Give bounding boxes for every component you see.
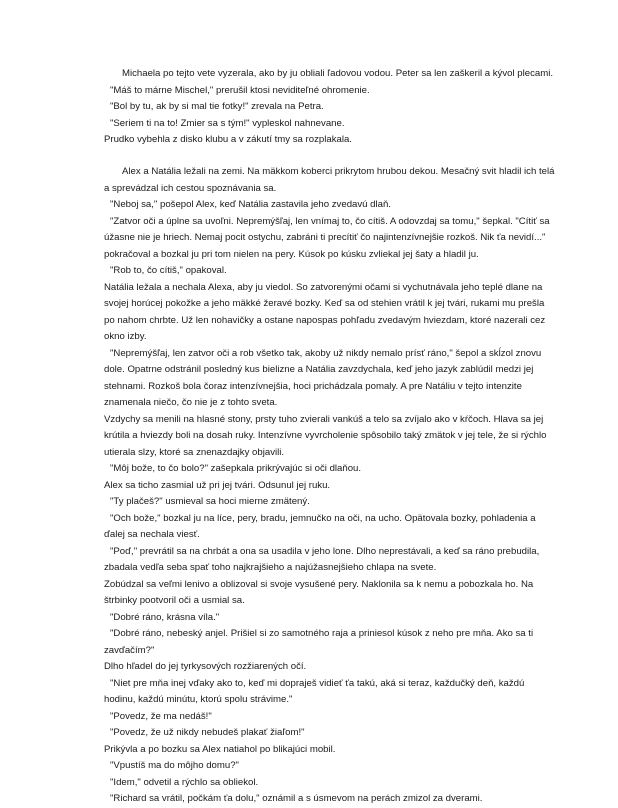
paragraph: "Zatvor oči a úplne sa uvoľni. Nepremýšľaj, len vnímaj to, čo cítiš. A odovzdaj sa tomu," šepkal. "Cítiť sa úžasne nie je hriech. Nemaj pocit ostychu, zabráni ti precítiť čo najintenzívnejšie rozkoš. Nik ťa nevidí..." pokračoval a bozkal ju pri tom nielen na pery. Kúsok po kúsku zvliekal jej šaty a hladil ju. [104, 215, 550, 260]
paragraph: Prikývla a po bozku sa Alex natiahol po blikajúci mobil. [104, 743, 336, 755]
paragraph: Vzdychy sa menili na hlasné stony, prsty tuho zvierali vankúš a telo sa zvíjalo ako v kŕčoch. Hlava sa jej krútila a hviezdy boli na dosah ruky. Intenzívne vyvrcholenie spôsobilo taký zmätok v jej tele, že si rýchlo utierala slzy, ktoré sa znenazdajky objavili. [104, 413, 547, 458]
paragraph: "Povedz, že už nikdy nebudeš plakať žiaľom!" [110, 727, 305, 738]
paragraph: Zobúdzal sa veľmi lenivo a oblizoval si svoje vysušené pery. Naklonila sa k nemu a pobozkala ho. Na štrbinky pootvoril oči a usmial sa. [104, 578, 534, 606]
paragraph: "Richard sa vrátil, počkám ťa dolu," oznámil a s úsmevom na perách zmizol za dverami. [110, 793, 483, 804]
paragraph: Alex a Natália ležali na zemi. Na mäkkom koberci prikrytom hrubou dekou. Mesačný svit hladil ich telá a sprevádzal ich cestou spoznávania sa. [104, 166, 555, 194]
text-section-1 [104, 66, 556, 149]
paragraph: Michaela po tejto vete vyzerala, ako by ju obliali ľadovou vodou. Peter sa len zaškeril a kývol plecami. [122, 68, 554, 79]
paragraph: Dlho hľadel do jej tyrkysových rozžiarených očí. [104, 661, 307, 672]
paragraph: "Och bože," bozkal ju na líce, pery, bradu, jemnučko na oči, na ucho. Opätovala bozky, pohladenia a ďalej sa nechala viesť. [104, 512, 536, 540]
paragraph: "Môj bože, to čo bolo?" zašepkala prikrývajúc si oči dlaňou. [110, 463, 362, 474]
paragraph: Prudko vybehla z disko klubu a v zákutí tmy sa rozplakala. [104, 134, 352, 145]
paragraph: "Niet pre mňa inej vďaky ako to, keď mi dopraješ vidieť ťa takú, aká si teraz, každučký deň, každú hodinu, každú minútu, ktorú spolu strávime." [104, 677, 525, 705]
paragraph: Natália ležala a nechala Alexa, aby ju viedol. So zatvorenými očami si vychutnávala jeho teplé dlane na svojej horúcej pokožke a jeho mäkké žeravé bozky. Keď sa od stehien vrátil k jej tvári, rukami mu prešla po nahom chrbte. Už len nohavičky a ostane napospas pohľadu zvedavým hviezdam, ktoré nazerali cez okno izby. [104, 281, 546, 342]
text-section-2 [104, 164, 556, 808]
paragraph: "Ty plačeš?" usmieval sa hoci mierne zmätený. [110, 496, 310, 507]
paragraph: "Vpustíš ma do môjho domu?" [110, 760, 239, 771]
paragraph: "Máš to márne Mischel," prerušil ktosi neviditeľné ohromenie. [110, 84, 370, 96]
paragraph: Alex sa ticho zasmial už pri jej tvári. Odsunul jej ruku. [104, 479, 331, 491]
paragraph: "Seriem ti na to! Zmier sa s tým!" vypleskol nahnevane. [110, 117, 345, 129]
paragraph: "Nepremýšľaj, len zatvor oči a rob všetko tak, akoby už nikdy nemalo prísť ráno," šepol a skĺzol znovu dole. Opatrne odstránil posledný kus bielizne a Natália zavzdychala, keď jeho jazyk zablúdil medzi jej stehnami. Rozkoš bola čoraz intenzívnejšia, hoci prichádzala pomaly. A pre Natáliu v tejto intenzite znamenala niečo, čo nie je z tohto sveta. [104, 347, 542, 408]
paragraph: "Rob to, čo cítiš," opakoval. [110, 265, 227, 276]
paragraph: "Dobré ráno, krásna víla." [110, 611, 220, 623]
paragraph: "Dobré ráno, nebeský anjel. Prišiel si zo samotného raja a priniesol kúsok z neho pre mňa. Ako sa ti zavďačím?" [104, 628, 534, 656]
paragraph: "Poď," prevrátil sa na chrbát a ona sa usadila v jeho lone. Dlho neprestávali, a keď sa ráno prebudila, zbadala vedľa seba spať toho najkrajšieho a najúžasnejšieho chlapa na svete. [104, 545, 540, 573]
paragraph: "Bol by tu, ak by si mal tie fotky!" zrevala na Petra. [110, 101, 324, 112]
paragraph: "Povedz, že ma nedáš!" [110, 710, 212, 722]
paragraph: "Idem," odvetil a rýchlo sa obliekol. [110, 776, 259, 788]
paragraph: "Neboj sa," pošepol Alex, keď Natália zastavila jeho zvedavú dlaň. [110, 199, 391, 210]
